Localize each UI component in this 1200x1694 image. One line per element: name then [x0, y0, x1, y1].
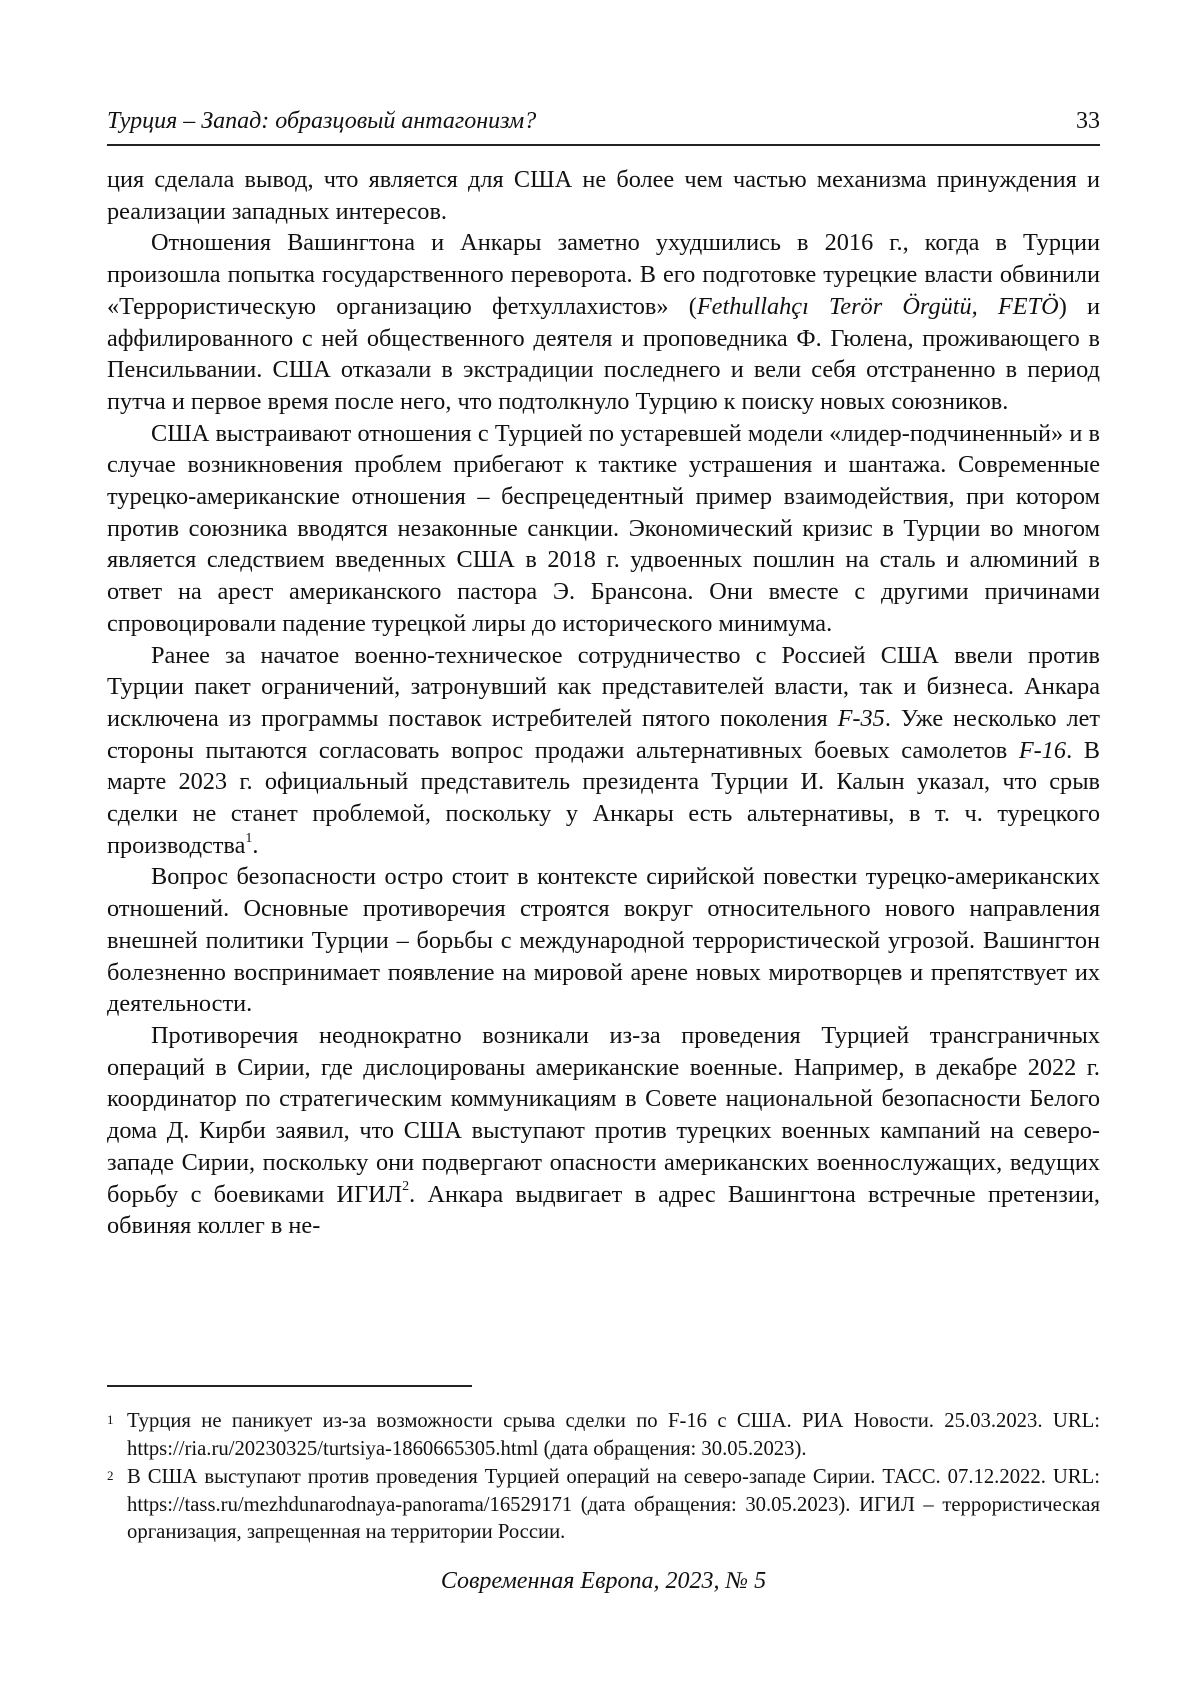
- footnote: [107, 1464, 1100, 1547]
- paragraph: [107, 861, 1100, 1020]
- paragraph-text: ) и аффилированного с ней общественного деятеля и проповедника Ф. Гюлена, проживающего в Пенсильвании. США отказали в экстрадиции последнего и вели себя отстраненно в период путча и первое время после него, что подтолкнуло Турцию к поиску новых союзников.: [107, 292, 1100, 415]
- italic-text: F-16: [1018, 736, 1067, 764]
- footnote: [107, 1408, 1100, 1463]
- footnote-text: Турция не паникует из-за возможности срыва сделки по F-16 с США. РИА Новости. 25.03.2023. URL: https://ria.ru/20230325/turtsiya-1860665305.html (дата обращения: 30.05.2023).: [127, 1410, 1100, 1460]
- paragraph: [107, 1020, 1100, 1242]
- paragraph-text: . Уже несколько лет стороны пытаются согласовать вопрос продажи альтернативных боевых самолетов: [107, 704, 1100, 764]
- paragraph: [107, 227, 1100, 417]
- journal-footer: Современная Европа, 2023, № 5: [440, 1568, 767, 1594]
- running-title: Турция – Запад: образцовый антагонизм?: [107, 108, 537, 134]
- paragraph-text: Противоречия неоднократно возникали из-за проведения Турцией трансграничных операций в Сирии, где дислоцированы американские военные. Например, в декабре 2022 г. координатор по стратегическим коммуникациям в Совете национальной безопасности Белого дома Д. Кирби заявил, что США выступают против турецких военных кампаний на северо-западе Сирии, поскольку они подвергают опасности американских военнослужащих, ведущих борьбу с боевиками ИГИЛ: [107, 1021, 1100, 1208]
- running-header: [107, 108, 1100, 146]
- footnote-text: В США выступают против проведения Турцией операций на северо-западе Сирии. ТАСС. 07.12.2022. URL: https://tass.ru/mezhdunarodnaya-panorama/16529171 (дата обращения: 30.05.2023). ИГИЛ – террористическая организация, запрещенная на территории России.: [127, 1466, 1100, 1543]
- journal-page: [107, 0, 1100, 1694]
- paragraph-text: Отношения Вашингтона и Анкары заметно ухудшились в 2016 г., когда в Турции произошла попытка государственного переворота. В его подготовке турецкие власти обвинили «Террористическую организацию фетхуллахистов» (: [107, 229, 1100, 320]
- footnote-reference: 2: [402, 1179, 410, 1195]
- footnote-mark: 1: [107, 1412, 114, 1427]
- article-body: [107, 164, 1100, 1242]
- paragraph: [107, 418, 1100, 640]
- footnote-reference: 1: [245, 830, 253, 846]
- paragraph-text: ция сделала вывод, что является для США не более чем частью механизма принуждения и реализации западных интересов.: [107, 166, 1100, 225]
- paragraph-text: .: [252, 831, 259, 859]
- paragraph: [107, 164, 1100, 227]
- page-number: 33: [1076, 108, 1100, 134]
- paragraph-text: . В марте 2023 г. официальный представитель президента Турции И. Калын указал, что срыв сделки не станет проблемой, поскольку у Анкары есть альтернативы, в т. ч. турецкого производства: [107, 736, 1100, 859]
- paragraph-text: . Анкара выдвигает в адрес Вашингтона встречные претензии, обвиняя коллег в не-: [107, 1180, 1100, 1240]
- footnotes: [107, 1408, 1100, 1548]
- paragraph: [107, 640, 1100, 862]
- italic-text: Fethullahçı Terör Örgütü, FETÖ: [696, 292, 1059, 320]
- paragraph-text: США выстраивают отношения с Турцией по устаревшей модели «лидер-подчиненный» и в случае возникновения проблем прибегают к тактике устрашения и шантажа. Современные турецко-американские отношения – беспрецедентный пример взаимодействия, при котором против союзника вводятся незаконные санкции. Экономический кризис в Турции во многом является следствием введенных США в 2018 г. удвоенных пошлин на сталь и алюминий в ответ на арест американского пастора Э. Брансона. Они вместе с другими причинами спровоцировали падение турецкой лиры до исторического минимума.: [107, 419, 1100, 637]
- paragraph-text: Ранее за начатое военно-техническое сотрудничество с Россией США ввели против Турции пакет ограничений, затронувший как представителей власти, так и бизнеса. Анкара исключена из программы поставок истребителей пятого поколения: [107, 641, 1100, 732]
- italic-text: F-35: [837, 704, 885, 732]
- footnote-separator: [107, 1385, 472, 1387]
- footnote-mark: 2: [107, 1468, 114, 1483]
- paragraph-text: Вопрос безопасности остро стоит в контексте сирийской повестки турецко-американских отношений. Основные противоречия строятся вокруг относительного нового направления внешней политики Турции – борьбы с международной террористической угрозой. Вашингтон болезненно воспринимает появление на мировой арене новых миротворцев и препятствует их деятельности.: [107, 863, 1100, 1018]
